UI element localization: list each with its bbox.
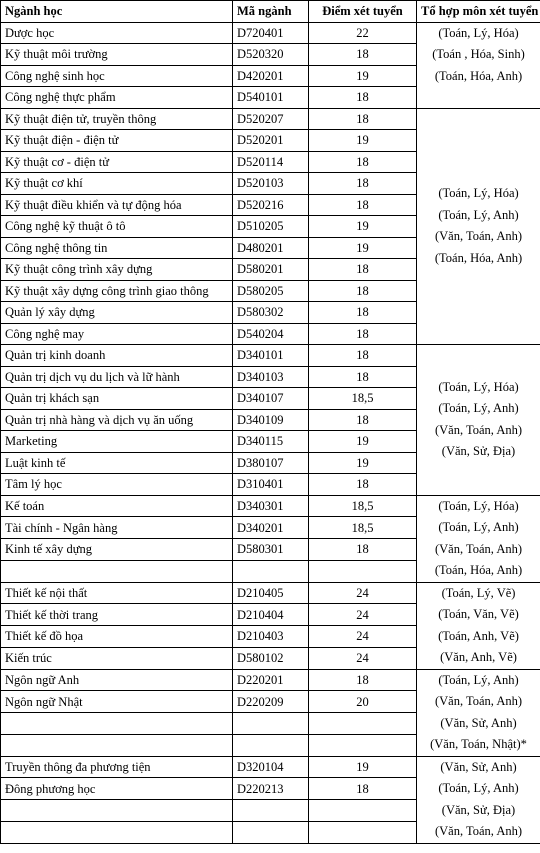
score-cell: 18 — [309, 87, 417, 109]
code-cell: D540101 — [233, 87, 309, 109]
header-code: Mã ngành — [233, 1, 309, 23]
score-cell — [309, 821, 417, 843]
major-cell: Quản trị kinh doanh — [1, 345, 233, 367]
code-cell: D580301 — [233, 539, 309, 561]
major-cell: Quản trị dịch vụ du lịch và lữ hành — [1, 366, 233, 388]
score-cell — [309, 800, 417, 822]
combination-cell — [417, 345, 540, 496]
major-cell: Kỹ thuật điện tử, truyền thông — [1, 108, 233, 130]
major-cell: Marketing — [1, 431, 233, 453]
score-cell: 18 — [309, 302, 417, 324]
combination-item: (Toán , Hóa, Sinh) — [432, 47, 525, 61]
combination-item: (Toán, Lý, Hóa) — [438, 379, 519, 394]
table-row — [1, 108, 540, 130]
score-cell: 18 — [309, 323, 417, 345]
major-cell: Thiết kế nội thất — [1, 582, 233, 604]
code-cell — [233, 560, 309, 582]
score-cell: 18 — [309, 409, 417, 431]
combination-item: (Văn, Sử, Anh) — [440, 715, 517, 730]
score-cell — [309, 713, 417, 735]
combination-item: (Văn, Anh, Vẽ) — [440, 650, 517, 664]
code-cell: D420201 — [233, 65, 309, 87]
code-cell: D480201 — [233, 237, 309, 259]
combination-item: (Toán, Lý, Anh) — [438, 672, 519, 687]
code-cell: D580302 — [233, 302, 309, 324]
score-cell: 18,5 — [309, 388, 417, 410]
combination-item: (Toán, Lý, Anh) — [438, 781, 519, 795]
major-cell: Kiến trúc — [1, 647, 233, 669]
score-cell: 19 — [309, 130, 417, 152]
combination-item: (Văn, Toán, Anh) — [434, 541, 523, 556]
table-row — [1, 756, 540, 778]
major-cell: Kỹ thuật xây dựng công trình giao thông — [1, 280, 233, 302]
code-cell: D520201 — [233, 130, 309, 152]
code-cell: D580201 — [233, 259, 309, 281]
score-cell: 19 — [309, 452, 417, 474]
code-cell — [233, 734, 309, 756]
score-cell: 18 — [309, 280, 417, 302]
combination-item: (Toán, Hóa, Anh) — [434, 250, 523, 265]
combination-item: (Văn, Sử, Địa) — [441, 802, 516, 817]
major-cell: Ngôn ngữ Nhật — [1, 691, 233, 713]
header-major: Ngành học — [1, 1, 233, 23]
combination-item: (Toán, Lý, Anh) — [438, 401, 519, 416]
code-cell: D220213 — [233, 778, 309, 800]
score-cell: 18 — [309, 778, 417, 800]
code-cell: D220209 — [233, 691, 309, 713]
code-cell: D210405 — [233, 582, 309, 604]
combination-item: (Văn, Toán, Anh) — [434, 229, 523, 244]
combination-item: (Toán, Lý, Anh) — [438, 520, 519, 534]
code-cell: D310401 — [233, 474, 309, 496]
major-cell — [1, 713, 233, 735]
code-cell — [233, 821, 309, 843]
score-cell: 18 — [309, 108, 417, 130]
score-cell: 24 — [309, 626, 417, 648]
table-row — [1, 669, 540, 691]
score-cell: 18,5 — [309, 495, 417, 517]
score-cell: 18 — [309, 366, 417, 388]
combination-cell — [417, 669, 540, 756]
code-cell: D580205 — [233, 280, 309, 302]
table-row — [1, 582, 540, 604]
major-cell: Truyền thông đa phương tiện — [1, 756, 233, 778]
major-cell — [1, 800, 233, 822]
combination-item: (Toán, Anh, Vẽ) — [438, 628, 519, 643]
major-cell: Kỹ thuật môi trường — [1, 44, 233, 66]
score-cell: 18 — [309, 669, 417, 691]
combination-item: (Toán, Hóa, Anh) — [434, 563, 523, 577]
code-cell: D340201 — [233, 517, 309, 539]
major-cell: Thiết kế thời trang — [1, 604, 233, 626]
table-row — [1, 22, 540, 44]
score-cell: 24 — [309, 647, 417, 669]
code-cell: D320104 — [233, 756, 309, 778]
major-cell: Công nghệ sinh học — [1, 65, 233, 87]
score-cell: 19 — [309, 65, 417, 87]
major-cell: Công nghệ may — [1, 323, 233, 345]
table-row — [1, 495, 540, 517]
code-cell: D520320 — [233, 44, 309, 66]
major-cell: Kỹ thuật công trình xây dựng — [1, 259, 233, 281]
combination-item: (Toán, Văn, Vẽ) — [438, 607, 519, 621]
major-cell: Kỹ thuật cơ - điện tử — [1, 151, 233, 173]
combination-cell — [417, 756, 540, 843]
code-cell: D340103 — [233, 366, 309, 388]
header-row — [1, 1, 540, 23]
table-body — [1, 22, 540, 843]
combination-item: (Toán, Lý, Hóa) — [438, 25, 519, 40]
code-cell: D520103 — [233, 173, 309, 195]
score-cell — [309, 560, 417, 582]
score-cell: 18 — [309, 173, 417, 195]
major-cell: Dược học — [1, 22, 233, 44]
score-cell: 20 — [309, 691, 417, 713]
major-cell — [1, 734, 233, 756]
combination-item: (Văn, Sử, Địa) — [441, 444, 516, 459]
major-cell: Kỹ thuật điện - điện tử — [1, 130, 233, 152]
code-cell — [233, 713, 309, 735]
code-cell: D210403 — [233, 626, 309, 648]
combination-cell — [417, 495, 540, 582]
score-cell: 18 — [309, 44, 417, 66]
score-cell: 18 — [309, 539, 417, 561]
code-cell: D340301 — [233, 495, 309, 517]
code-cell: D520216 — [233, 194, 309, 216]
combination-item: (Toán, Lý, Hóa) — [438, 498, 519, 513]
code-cell: D340115 — [233, 431, 309, 453]
code-cell: D540204 — [233, 323, 309, 345]
code-cell: D520207 — [233, 108, 309, 130]
major-cell: Quản lý xây dựng — [1, 302, 233, 324]
code-cell: D520114 — [233, 151, 309, 173]
combination-item: (Văn, Toán, Anh) — [434, 422, 523, 437]
score-cell: 19 — [309, 216, 417, 238]
major-cell: Thiết kế đồ họa — [1, 626, 233, 648]
combination-item: (Văn, Toán, Nhật)* — [430, 737, 527, 751]
combination-item: (Toán, Lý, Vẽ) — [441, 585, 516, 600]
table-row — [1, 345, 540, 367]
major-cell — [1, 560, 233, 582]
major-cell: Ngôn ngữ Anh — [1, 669, 233, 691]
score-cell: 19 — [309, 431, 417, 453]
score-cell: 24 — [309, 582, 417, 604]
combination-item: (Văn, Sử, Anh) — [440, 759, 517, 774]
combination-cell — [417, 108, 540, 345]
score-cell: 18 — [309, 194, 417, 216]
major-cell: Quản trị khách sạn — [1, 388, 233, 410]
score-cell: 18 — [309, 259, 417, 281]
score-cell: 19 — [309, 237, 417, 259]
major-cell: Tâm lý học — [1, 474, 233, 496]
score-cell — [309, 734, 417, 756]
major-cell: Luật kinh tế — [1, 452, 233, 474]
combination-cell — [417, 22, 540, 108]
code-cell: D510205 — [233, 216, 309, 238]
combination-item: (Toán, Lý, Hóa) — [438, 186, 519, 201]
score-cell: 22 — [309, 22, 417, 44]
code-cell: D720401 — [233, 22, 309, 44]
major-cell: Công nghệ kỹ thuật ô tô — [1, 216, 233, 238]
major-cell: Công nghệ thực phẩm — [1, 87, 233, 109]
combination-item: (Toán, Hóa, Anh) — [434, 68, 523, 83]
combination-cell — [417, 582, 540, 669]
major-cell: Công nghệ thông tin — [1, 237, 233, 259]
combination-item: (Văn, Toán, Anh) — [434, 824, 523, 838]
score-cell: 24 — [309, 604, 417, 626]
code-cell: D340107 — [233, 388, 309, 410]
score-cell: 18,5 — [309, 517, 417, 539]
code-cell: D380107 — [233, 452, 309, 474]
major-cell: Kế toán — [1, 495, 233, 517]
header-score: Điểm xét tuyển — [309, 1, 417, 23]
major-cell: Kỹ thuật điều khiển và tự động hóa — [1, 194, 233, 216]
code-cell — [233, 800, 309, 822]
code-cell: D580102 — [233, 647, 309, 669]
score-cell: 19 — [309, 756, 417, 778]
code-cell: D340109 — [233, 409, 309, 431]
major-cell: Tài chính - Ngân hàng — [1, 517, 233, 539]
major-cell — [1, 821, 233, 843]
major-cell: Kỹ thuật cơ khí — [1, 173, 233, 195]
score-cell: 18 — [309, 474, 417, 496]
major-cell: Kinh tế xây dựng — [1, 539, 233, 561]
header-combination: Tổ hợp môn xét tuyển — [417, 1, 540, 23]
combination-item: (Toán, Lý, Anh) — [438, 207, 519, 222]
major-cell: Đông phương học — [1, 778, 233, 800]
major-cell: Quản trị nhà hàng và dịch vụ ăn uống — [1, 409, 233, 431]
code-cell: D210404 — [233, 604, 309, 626]
code-cell: D340101 — [233, 345, 309, 367]
score-cell: 18 — [309, 345, 417, 367]
combination-item: (Văn, Toán, Anh) — [434, 694, 523, 708]
score-cell: 18 — [309, 151, 417, 173]
code-cell: D220201 — [233, 669, 309, 691]
